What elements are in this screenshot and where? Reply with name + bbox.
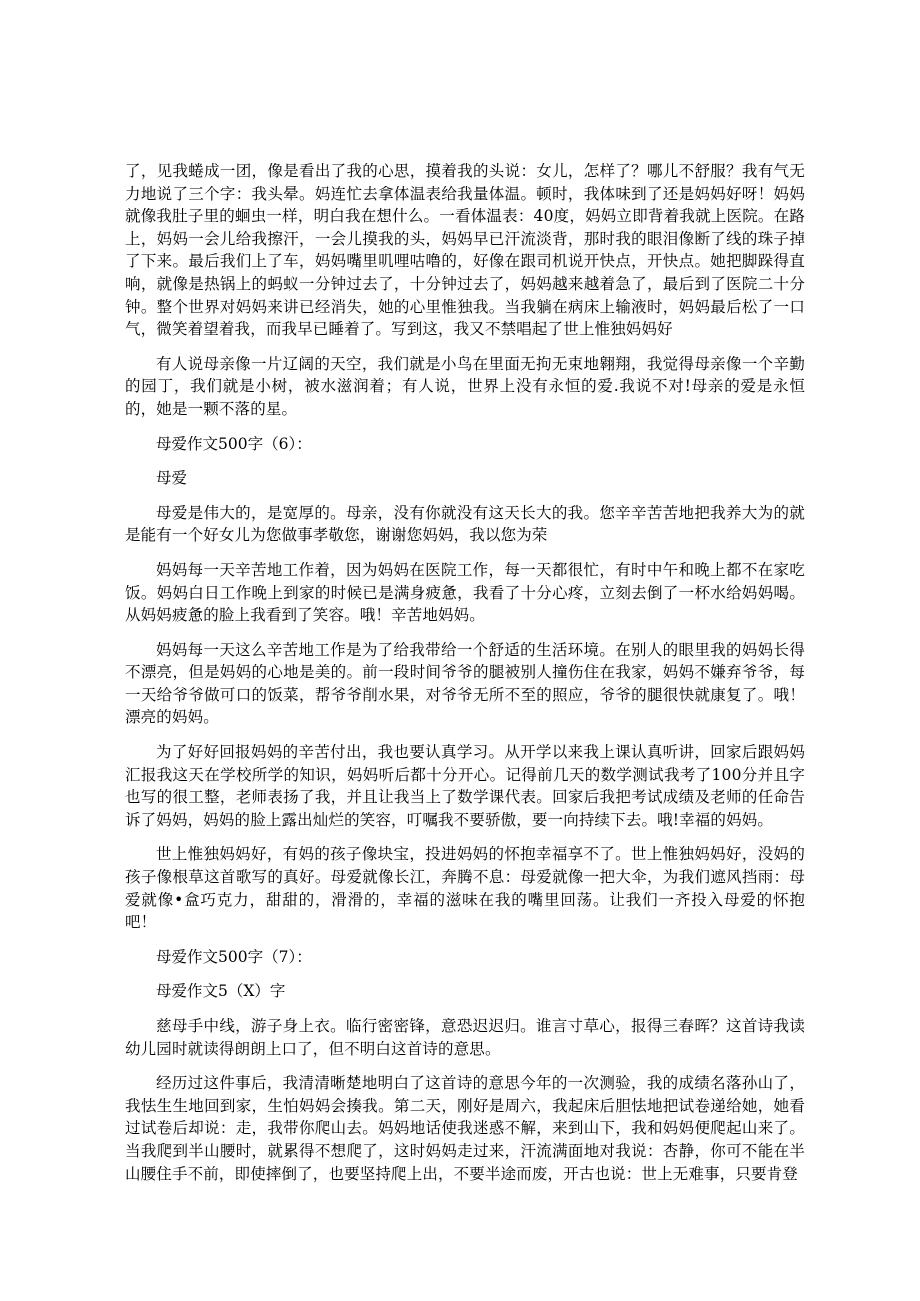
essay-subtitle: 母爱作文5（X）字 bbox=[156, 982, 286, 1001]
paragraph-6: 为了好好回报妈妈的辛苦付出，我也要认真学习。从开学以来我上课认真听讲，回家后跟妈妈汇报我这天在学校所学的知识，妈妈听后都十分开心。记得前几天的数学测试我考了100分并且字也写的很工整，老师表扬了我，并且让我当上了数学课代表。回家后我把考试成绩及老师的任命告诉了妈妈，妈妈的脸上露出灿烂的笑容，叮嘱我不要骄傲，要一向持续下去。哦!幸福的妈妈。 bbox=[125, 743, 805, 829]
paragraph-1: 了，见我蜷成一团，像是看出了我的心思，摸着我的头说：女儿，怎样了？哪儿不舒服？我有气无力地说了三个字：我头晕。妈连忙去拿体温表给我量体温。顿时，我体味到了还是妈妈好呀！妈妈就像我肚子里的蛔虫一样，明白我在想什么。一看体温表：40度，妈妈立即背着我就上医院。在路上，妈妈一会儿给我擦汗，一会儿摸我的头，妈妈早已汗流淡背，那时我的眼泪像断了线的珠子掉了下来。最后我们上了车，妈妈嘴里叽哩咕噜的，好像在跟司机说开快点，开快点。她把脚跺得直响，就像是热锅上的蚂蚁一分钟过去了，十分钟过去了，妈妈越来越着急了，最后到了医院二十分钟。整个世界对妈妈来讲已经消失，她的心里惟独我。当我躺在病床上输液时，妈妈最后松了一口气，微笑着望着我，而我早已睡着了。写到这，我又不禁唱起了世上惟独妈妈好 bbox=[125, 162, 805, 339]
paragraph-8: 慈母手中线，游子身上衣。临行密密锋，意恐迟迟归。谁言寸草心，报得三春晖？这首诗我读幼儿园时就读得朗朗上口了，但不明白这首诗的意思。 bbox=[125, 1017, 805, 1058]
document-body bbox=[125, 160, 805, 1185]
section-heading-7: 母爱作文500字（7）： bbox=[156, 947, 312, 966]
paragraph-9: 经历过这件事后，我清清晰楚地明白了这首诗的意思今年的一次测验，我的成绩名落孙山了，我怯生生地回到家，生怕妈妈会揍我。第二天，刚好是周六，我起床后胆怯地把试卷递给她，她看过试卷后却说：走，我带你爬山去。妈妈地话使我迷惑不解，来到山下，我和妈妈便爬起山来了。当我爬到半山腰时，就累得不想爬了，这时妈妈走过来，汗流满面地对我说：杏静，你可不能在半山腰住手不前，即使摔倒了，也要坚持爬上出，不要半途而废，开古也说：世上无难事，只要肯登 bbox=[125, 1074, 805, 1183]
paragraph-4: 妈妈每一天辛苦地工作着，因为妈妈在医院工作，每一天都很忙，有时中午和晚上都不在家吃饭。妈妈白日工作晚上到家的时候已是满身疲惫，我看了十分心疼，立刻去倒了一杯水给妈妈喝。从妈妈疲惫的脸上我看到了笑容。哦！辛苦地妈妈。 bbox=[125, 560, 805, 625]
paragraph-2: 有人说母亲像一片辽阔的天空，我们就是小鸟在里面无拘无束地翱翔，我觉得母亲像一个辛勤的园丁，我们就是小树，被水滋润着；有人说，世界上没有永恒的爱.我说不对!母亲的爱是永恒的，她是一颗不落的星。 bbox=[125, 354, 805, 418]
paragraph-5: 妈妈每一天这么辛苦地工作是为了给我带给一个舒适的生活环境。在别人的眼里我的妈妈长得不漂亮，但是妈妈的心地是美的。前一段时间爷爷的腿被别人撞伤住在我家，妈妈不嫌弃爷爷，每一天给爷爷做可口的饭菜，帮爷爷削水果，对爷爷无所不至的照应，爷爷的腿很快就康复了。哦！漂亮的妈妈。 bbox=[125, 640, 805, 727]
essay-title: 母爱 bbox=[156, 469, 188, 488]
paragraph-7: 世上惟独妈妈好，有妈的孩子像块宝，投进妈妈的怀抱幸福享不了。世上惟独妈妈好，没妈的孩子像根草这首歌写的真好。母爱就像长江，奔腾不息：母爱就像一把大伞，为我们遮风挡雨：母爱就像•盒巧克力，甜甜的，滑滑的，幸福的滋味在我的嘴里回荡。让我们一齐投入母爱的怀抱吧！ bbox=[125, 845, 805, 932]
section-heading-6: 母爱作文500字（6）： bbox=[156, 434, 312, 453]
paragraph-3: 母爱是伟大的，是宽厚的。母亲，没有你就没有这天长大的我。您辛辛苦苦地把我养大为的就是能有一个好女儿为您做事孝敬您，谢谢您妈妈，我以您为荣 bbox=[125, 503, 805, 545]
